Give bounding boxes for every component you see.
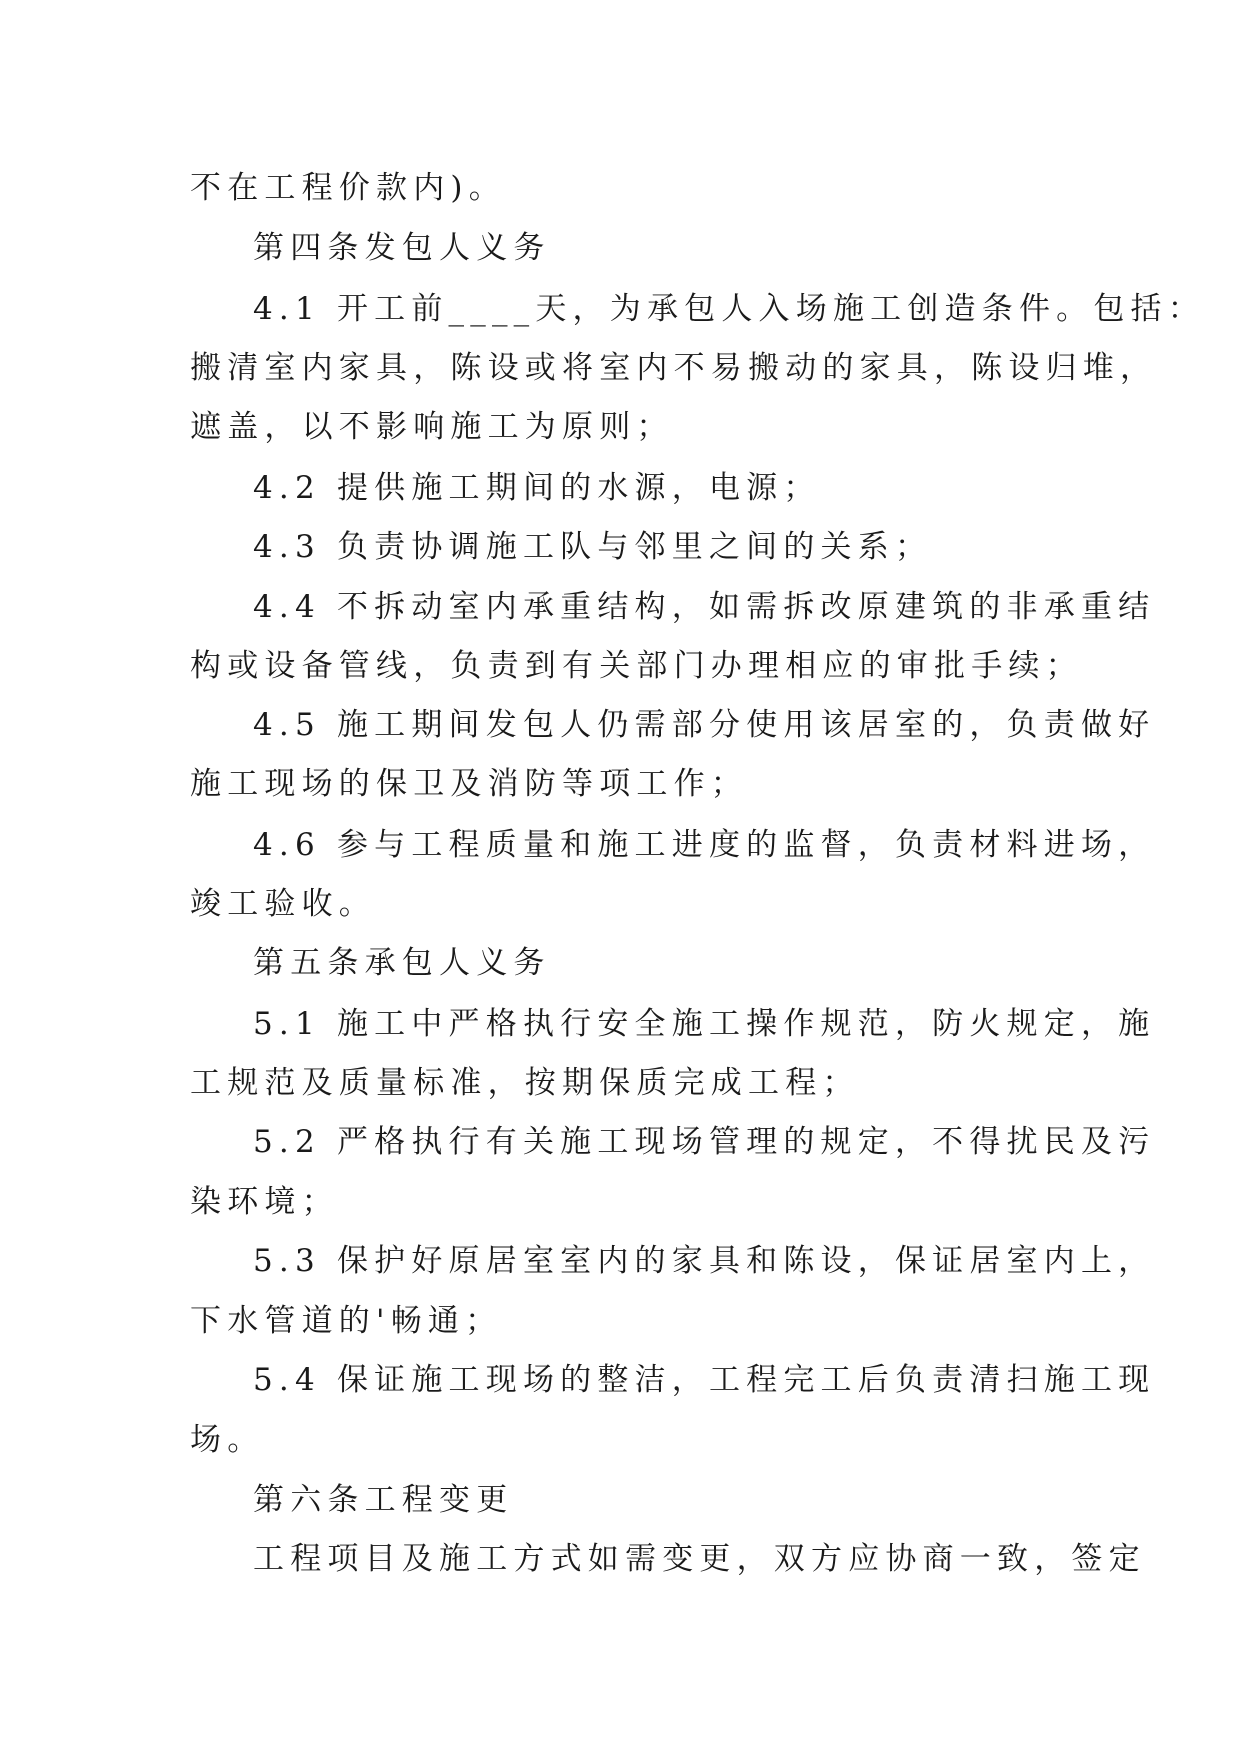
text-line: 遮盖，以不影响施工为原则； [190,409,674,445]
clause-line: 工程项目及施工方式如需变更，双方应协商一致，签定 [253,1541,1146,1577]
clause-line: 5.2 严格执行有关施工现场管理的规定，不得扰民及污 [253,1124,1156,1160]
text-line: 工规范及质量标准，按期保质完成工程； [190,1065,860,1101]
section-heading: 第四条发包人义务 [253,230,551,266]
text-line: 搬清室内家具，陈设或将室内不易搬动的家具，陈设归堆， [190,350,1158,386]
text-line: 下水管道的'畅通； [190,1303,503,1339]
clause-line: 4.5 施工期间发包人仍需部分使用该居室的，负责做好 [253,707,1156,743]
section-heading: 第五条承包人义务 [253,945,551,981]
text-line: 竣工验收。 [190,886,376,922]
text-line: 染环境； [190,1184,339,1220]
clause-line: 5.4 保证施工现场的整洁，工程完工后负责清扫施工现 [253,1362,1156,1398]
text-line: 不在工程价款内)。 [190,170,506,206]
clause-line: 5.3 保护好原居室室内的家具和陈设，保证居室内上， [253,1243,1156,1279]
clause-line: 4.4 不拆动室内承重结构，如需拆改原建筑的非承重结 [253,589,1156,625]
text-line: 施工现场的保卫及消防等项工作； [190,766,748,802]
clause-line: 4.2 提供施工期间的水源，电源； [253,470,821,506]
text-line: 构或设备管线，负责到有关部门办理相应的审批手续； [190,648,1083,684]
clause-line: 4.1 开工前____天，为承包人入场施工创造条件。包括： [253,291,1205,327]
section-heading: 第六条工程变更 [253,1482,514,1518]
clause-line: 5.1 施工中严格执行安全施工操作规范，防火规定，施 [253,1006,1156,1042]
clause-line: 4.6 参与工程质量和施工进度的监督，负责材料进场， [253,827,1156,863]
text-line: 场。 [190,1422,265,1458]
clause-line: 4.3 负责协调施工队与邻里之间的关系； [253,529,933,565]
